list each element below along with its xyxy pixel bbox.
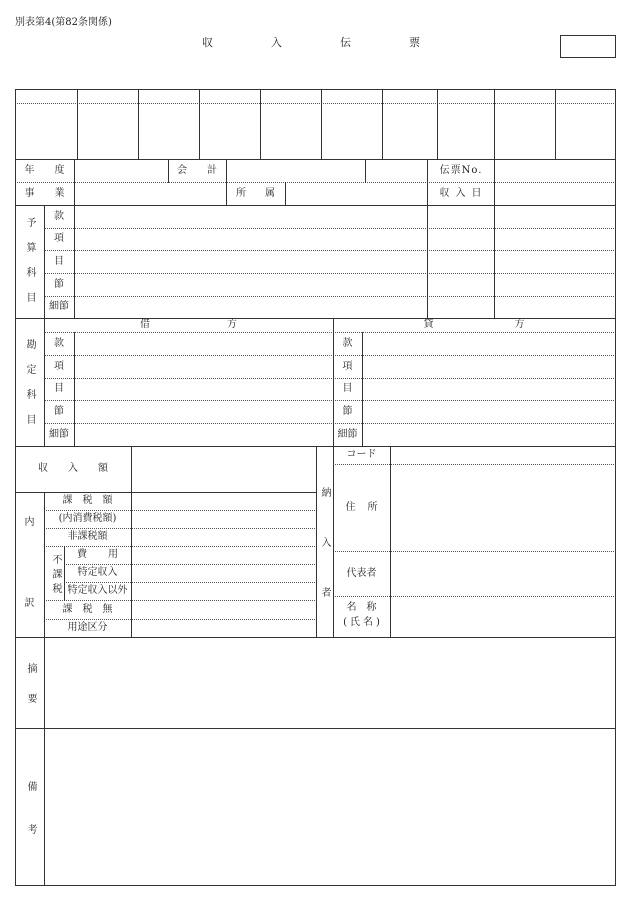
payer-code-label: コード xyxy=(346,449,377,460)
credit-row-label: 細節 xyxy=(337,428,358,440)
slip-no-field xyxy=(494,159,615,182)
grid-line xyxy=(15,885,616,886)
grid-line xyxy=(615,89,616,886)
credit-row-label: 節 xyxy=(342,405,353,417)
approval-stamp-grid xyxy=(15,89,616,160)
specified-income-label: 特定収入 xyxy=(77,567,118,578)
attached-table-note: 別表第4(第82条関係) xyxy=(15,16,112,28)
accounting-field xyxy=(226,159,427,182)
grid-line xyxy=(316,446,317,638)
income-amount-field xyxy=(131,446,316,492)
department-label: 所属 xyxy=(236,187,294,199)
payer-address-field xyxy=(390,464,615,551)
payer-code-field xyxy=(390,446,615,464)
breakdown-label-top: 内 xyxy=(24,517,35,528)
account-subject-label: 勘定科目 xyxy=(24,339,35,439)
payer-name-alt-label: (氏名) xyxy=(343,617,383,628)
summary-field xyxy=(44,637,615,728)
usage-category-label: 用途区分 xyxy=(67,622,108,633)
receipt-date-label: 収入日 xyxy=(439,187,488,199)
remarks-label: 備考 xyxy=(25,781,36,867)
fiscal-year-field xyxy=(74,159,168,182)
budget-subject-fields xyxy=(74,205,615,318)
debit-row-label: 目 xyxy=(54,383,64,394)
payer-label: 納入者 xyxy=(319,487,330,637)
fiscal-year-label: 年度 xyxy=(24,164,85,176)
consumption-tax-label: (内消費税額) xyxy=(58,513,117,524)
remarks-field xyxy=(44,728,615,885)
credit-row-label: 目 xyxy=(342,383,353,394)
breakdown-label-bottom: 訳 xyxy=(24,598,35,609)
expense-label: 費用 xyxy=(77,549,139,560)
debit-row-label: 細節 xyxy=(49,428,69,440)
debit-header: 借方 xyxy=(140,319,314,330)
no-tax-label: 課税無 xyxy=(62,603,123,615)
payer-representative-label: 代表者 xyxy=(346,567,377,579)
budget-subject-label: 予算科目 xyxy=(24,217,35,317)
untaxed-group-label: 不課税 xyxy=(50,554,61,598)
department-field xyxy=(285,182,427,205)
budget-row-label: 目 xyxy=(54,255,64,267)
accounting-label: 会計 xyxy=(177,164,237,176)
payer-representative-field xyxy=(390,551,615,596)
page-title: 収入伝票 xyxy=(202,36,478,49)
budget-row-label: 款 xyxy=(54,210,64,222)
debit-row-label: 項 xyxy=(54,360,64,372)
budget-row-label: 細節 xyxy=(49,301,69,312)
breakdown-value-fields xyxy=(131,492,316,637)
business-field xyxy=(74,182,226,205)
payer-name-label: 名称 xyxy=(346,602,387,613)
receipt-date-field xyxy=(494,182,615,205)
credit-row-label: 項 xyxy=(342,360,353,372)
slip-no-label: 伝票No. xyxy=(439,164,483,176)
budget-row-label: 項 xyxy=(54,233,64,244)
payer-name-field xyxy=(390,596,615,637)
credit-header: 貸方 xyxy=(423,319,606,330)
business-label: 事業 xyxy=(24,187,85,199)
budget-row-label: 節 xyxy=(54,278,64,290)
debit-row-label: 節 xyxy=(54,405,64,417)
credit-row-label: 款 xyxy=(342,337,353,349)
slip-number-box xyxy=(560,35,616,58)
summary-label: 摘要 xyxy=(25,663,36,723)
other-than-specified-income-label: 特定収入以外 xyxy=(67,585,128,596)
taxable-amount-label: 課税額 xyxy=(62,495,123,506)
debit-row-label: 款 xyxy=(54,337,64,349)
non-taxable-amount-label: 非課税額 xyxy=(67,531,108,542)
debit-account-fields xyxy=(74,332,333,446)
payer-address-label: 住所 xyxy=(345,501,390,513)
income-amount-label: 収入額 xyxy=(38,463,128,474)
credit-account-fields xyxy=(362,332,615,446)
